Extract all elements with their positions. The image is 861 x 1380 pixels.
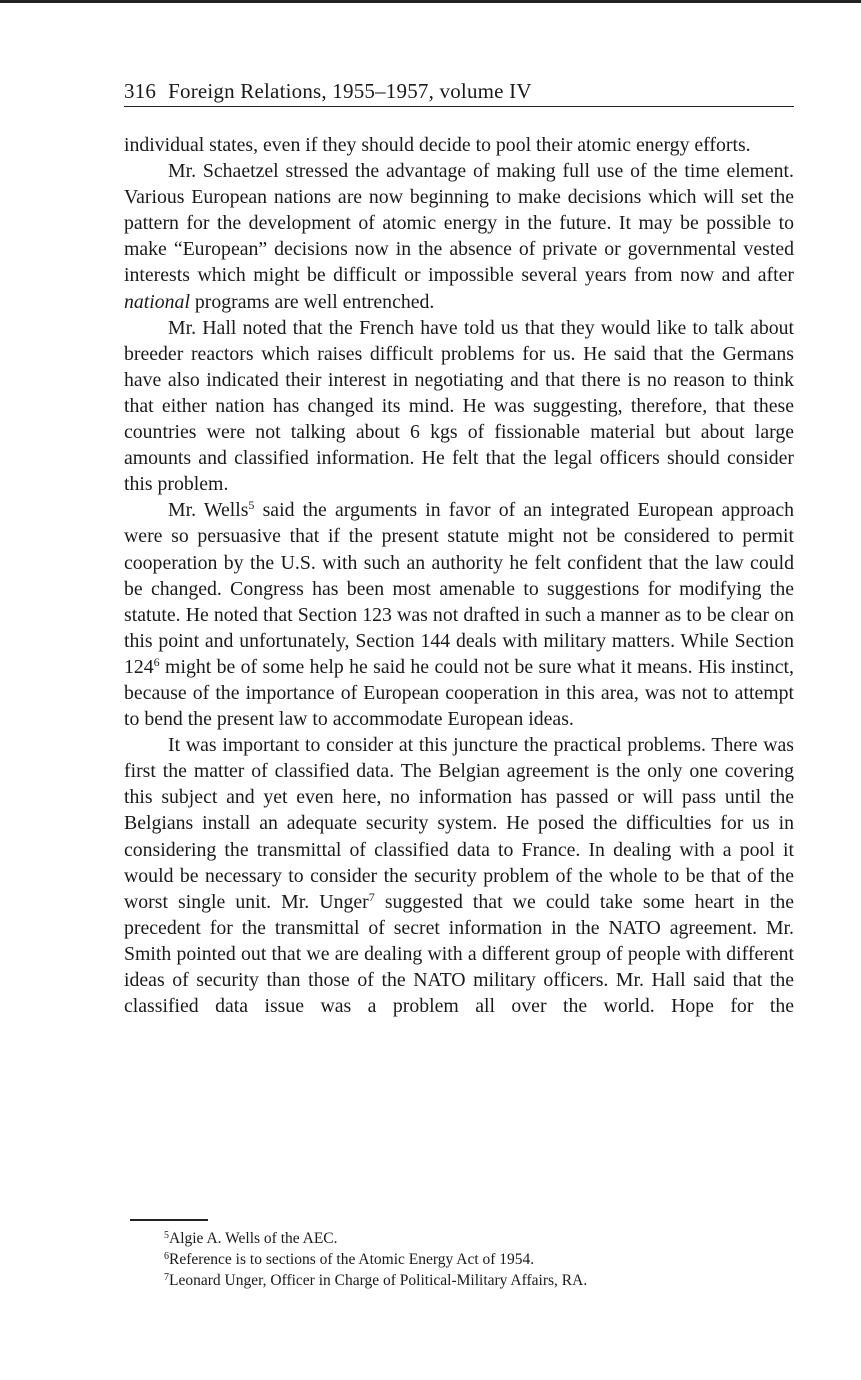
paragraph-5-text: It was important to consider at this juncture the practical problems. There was first the matter of classified data. The Belgian agreement is the only one covering this subject and yet even here, no information has passed or will pass until the Belgians install an adequate security system. He posed the difficulties for us in considering the transmittal of classified data to France. In dealing with a pool it would be necessary to consider the security problem of the whole to be that of the worst single unit. Mr. Unger [124,734,794,913]
paragraph-4-text-mid: said the arguments in favor of an integrated European approach were so persuasive that if the present statute might not be considered to permit cooperation by the U.S. with such an authority he felt confident that the law could be changed. Congress has been most amenable to suggestions for modifying the statute. He noted that Section 123 was not drafted in such a manner as to be clear on this point and unfortunately, Section 144 deals with military matters. While Section 124 [124,499,794,678]
footnotes [164,1228,784,1291]
paragraph-3: Mr. Hall noted that the French have told us that they would like to talk about breeder reactors which raises difficult problems for us. He said that the Germans have also indicated their interest in negotiating and that there is no reason to think that either nation has changed its mind. He was suggesting, therefore, that these countries were not talking about 6 kgs of fissionable material but about large amounts and classified information. He felt that the legal officers should consider this problem. [124,316,794,496]
emphasis-national: national [124,290,190,313]
running-header [124,78,794,107]
footnote-5 [164,1228,784,1249]
paragraph-2 [124,158,794,315]
page-number: 316 [124,79,157,103]
footnote-text: Algie A. Wells of the AEC. [169,1230,338,1247]
footnote-6 [164,1249,784,1270]
footnote-ref-5: 5 [248,498,255,513]
footnote-mark: 7 [164,1272,169,1283]
footnote-text: Leonard Unger, Officer in Charge of Political-Military Affairs, RA. [169,1272,588,1289]
paragraph-2-text: Mr. Schaetzel stressed the advantage of making full use of the time element. Various European nations are now beginning to make decisions which will set the pattern for the development of atomic energy in the future. It may be possible to make “European” decisions now in the absence of private or governmental vested interests which might be difficult or impossible several years from now and after [124,160,794,287]
footnote-mark: 6 [164,1251,169,1262]
paragraph-1: individual states, even if they should decide to pool their atomic energy efforts. [124,134,751,156]
paragraph-4-text: Mr. Wells [168,499,249,522]
footnote-text: Reference is to sections of the Atomic Energy Act of 1954. [169,1251,535,1268]
paragraph-2-text-end: programs are well entrenched. [189,290,435,313]
footnote-mark: 5 [164,1230,169,1241]
paragraph-4 [124,497,794,732]
footnote-rule [130,1219,208,1221]
running-title: Foreign Relations, 1955–1957, volume IV [168,79,532,103]
paragraph-5 [124,732,794,1019]
top-edge-rule [0,0,861,3]
body-text [124,132,794,1019]
footnote-7 [164,1270,784,1291]
footnote-ref-6: 6 [153,654,160,669]
paragraph-4-text-end: might be of some help he said he could not be sure what it means. His instinct, because of the importance of European cooperation in this area, was not to attempt to bend the present law to accommodate European ideas. [124,655,794,731]
paragraph-5-text-end: suggested that we could take some heart in the precedent for the transmittal of secret information in the NATO agreement. Mr. Smith pointed out that we are dealing with a different group of people with different ideas of security than those of the NATO military officers. Mr. Hall said that the classified data issue was a problem all over the world. Hope for the [124,890,794,1018]
footnote-ref-7: 7 [368,889,375,904]
